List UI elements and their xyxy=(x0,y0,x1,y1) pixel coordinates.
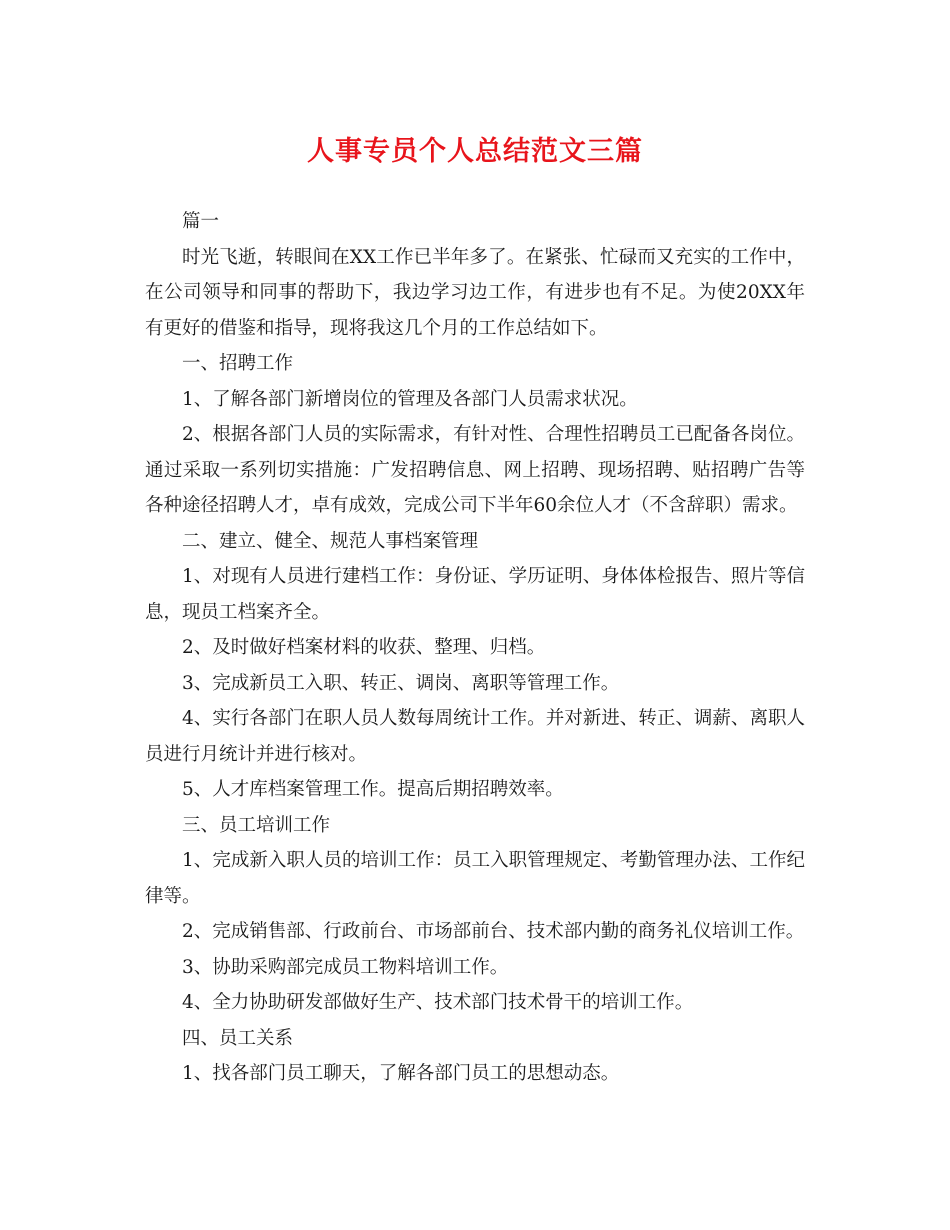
archives-item-1: 1、对现有人员进行建档工作：身份证、学历证明、身体体检报告、照片等信息，现员工档案齐全。 xyxy=(145,566,805,623)
heading-recruitment: 一、招聘工作 xyxy=(182,353,294,374)
document-title: 人事专员个人总结范文三篇 xyxy=(307,136,643,167)
relations-item-1: 1、找各部门员工聊天，了解各部门员工的思想动态。 xyxy=(182,1063,620,1084)
section-label: 篇一 xyxy=(182,211,220,232)
intro-paragraph: 时光飞逝，转眼间在XX工作已半年多了。在紧张、忙碌而又充实的工作中，在公司领导和同事的帮助下，我边学习边工作，有进步也有不足。为使20XX年有更好的借鉴和指导，现将我这几个月的工作总结如下。 xyxy=(145,246,805,339)
archives-item-5: 5、人才库档案管理工作。提高后期招聘效率。 xyxy=(182,779,564,800)
training-item-3: 3、协助采购部完成员工物料培训工作。 xyxy=(182,956,509,978)
training-item-4: 4、全力协助研发部做好生产、技术部门技术骨干的培训工作。 xyxy=(182,992,694,1013)
training-item-1: 1、完成新入职人员的培训工作：员工入职管理规定、考勤管理办法、工作纪律等。 xyxy=(145,850,805,907)
recruitment-item-1: 1、了解各部门新增岗位的管理及各部门人员需求状况。 xyxy=(182,388,638,410)
archives-item-3: 3、完成新员工入职、转正、调岗、离职等管理工作。 xyxy=(182,672,620,694)
heading-training: 三、员工培训工作 xyxy=(182,814,331,836)
training-item-2: 2、完成销售部、行政前台、市场部前台、技术部内勤的商务礼仪培训工作。 xyxy=(182,921,805,942)
recruitment-item-2: 2、根据各部门人员的实际需求，有针对性、合理性招聘员工已配备各岗位。通过采取一系列切实措施：广发招聘信息、网上招聘、现场招聘、贴招聘广告等各种途径招聘人才，卓有成效，完成公司下半年60余位人才（不含辞职）需求。 xyxy=(145,424,805,516)
heading-relations: 四、员工关系 xyxy=(182,1027,294,1049)
document-body xyxy=(145,204,805,1092)
heading-archives: 二、建立、健全、规范人事档案管理 xyxy=(182,530,479,552)
archives-item-4: 4、实行各部门在职人员人数每周统计工作。并对新进、转正、调薪、离职人员进行月统计并进行核对。 xyxy=(145,708,805,765)
archives-item-2: 2、及时做好档案材料的收获、整理、归档。 xyxy=(182,637,546,658)
